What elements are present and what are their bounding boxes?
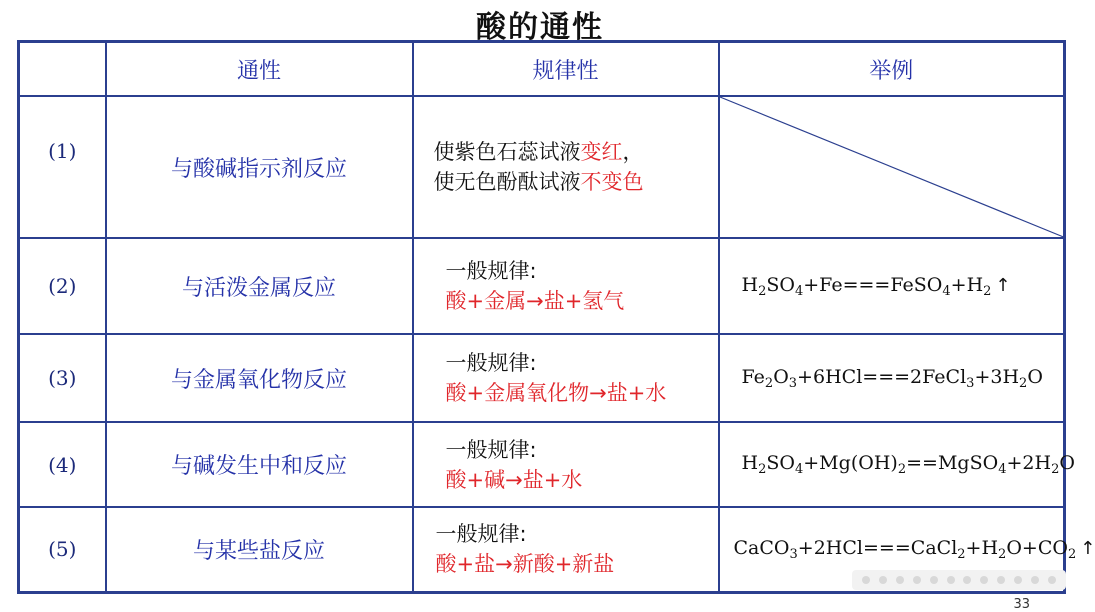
rule-formula: 酸+盐→新酸+新盐 [435,552,615,577]
page-title: 酸的通性 [476,10,604,45]
rule-cell [413,422,719,507]
rule-line: 使紫色石蕊试液变红， [433,140,644,164]
row-number: (1) [19,96,106,238]
dot-icon [896,576,904,584]
example-cell-empty [719,96,1065,238]
property-cell: 与酸碱指示剂反应 [106,96,413,238]
dot-icon [980,576,988,584]
row-number: (2) [19,238,106,334]
dot-icon [1048,576,1056,584]
header-blank [19,42,106,97]
rule-cell [413,238,719,334]
example-formula: $Fe_2O_3+6HCl===2FeCl_3+3H_2O$ [741,365,1043,391]
dot-icon [963,576,971,584]
example-cell [719,238,1065,334]
example-formula: $CaCO_3+2HCl===CaCl_2+H_2O+CO_2$ ↑ [733,536,1095,562]
example-formula: $H_2SO_4+Fe===FeSO_4+H_2$ ↑ [741,273,1011,299]
page-number: 33 [1013,597,1030,612]
header-example: 举例 [719,42,1065,97]
rule-title: 一般规律: [445,351,537,375]
row-number: (5) [19,507,106,592]
rule-title: 一般规律: [435,522,527,547]
property-cell: 与活泼金属反应 [106,238,413,334]
table-header-row [19,42,1065,97]
dot-icon [1014,576,1022,584]
example-cell [719,422,1075,507]
example-cell [719,334,1065,422]
dot-icon [913,576,921,584]
row-number: (3) [19,334,106,422]
row-number: (4) [19,422,106,507]
rule-formula: 酸+碱→盐+水 [445,467,583,492]
property-cell: 与碱发生中和反应 [106,422,413,507]
rule-line: 使无色酚酞试液不变色 [433,170,644,194]
dot-icon [862,576,870,584]
header-rule: 规律性 [413,42,719,97]
diagonal-line [720,97,1064,237]
dot-icon [930,576,938,584]
rule-cell [413,507,719,592]
highlight-text: 变红 [580,140,623,164]
up-arrow-icon: ↑ [995,274,1011,296]
rule-cell [413,96,719,238]
slide-thumbnail-strip [852,570,1066,590]
highlight-text: 不变色 [580,170,644,194]
example-formula: $H_2SO_4+Mg(OH)_2==MgSO_4+2H_2O$ [741,452,1075,477]
dot-icon [947,576,955,584]
header-property: 通性 [106,42,413,97]
table-row [19,422,1065,507]
rule-title: 一般规律: [445,259,537,283]
table-row [19,96,1065,238]
dot-icon [1031,576,1039,584]
property-cell: 与金属氧化物反应 [106,334,413,422]
rule-formula: 酸+金属→盐+氢气 [445,289,625,313]
property-cell: 与某些盐反应 [106,507,413,592]
rule-formula: 酸+金属氧化物→盐+水 [445,381,667,405]
table-row [19,334,1065,422]
dot-icon [879,576,887,584]
rule-cell [413,334,719,422]
acid-properties-table [17,40,1095,594]
up-arrow-icon: ↑ [1080,537,1095,559]
table-row [19,238,1065,334]
dot-icon [997,576,1005,584]
rule-title: 一般规律: [445,437,537,462]
